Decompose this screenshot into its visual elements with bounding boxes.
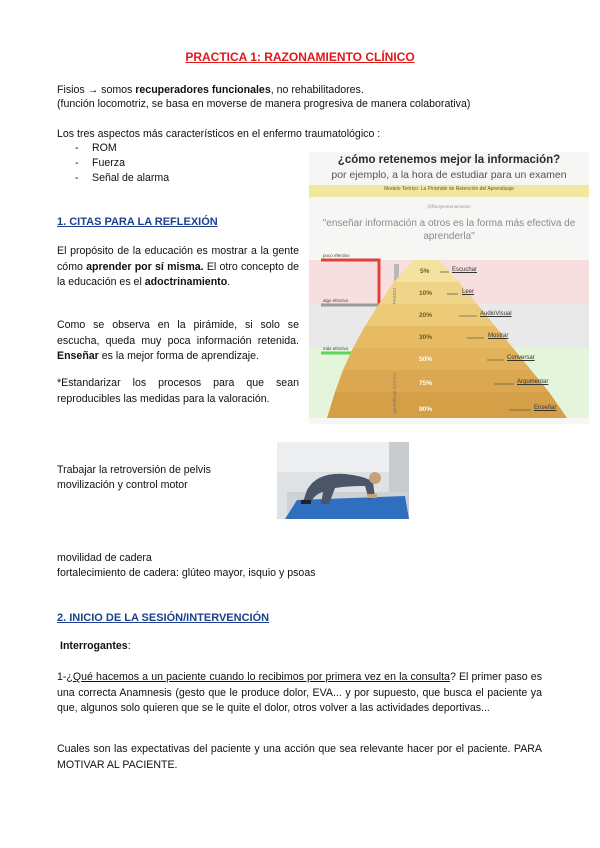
intro-suffix: , no rehabilitadores. — [270, 84, 364, 96]
pyramid-percent: 50% — [419, 356, 433, 363]
pyramid-activity: Leer — [462, 289, 475, 295]
infographic-handle: @fisioyentrenamiento — [427, 204, 471, 209]
pyramid-activity: Argumentar — [517, 379, 549, 385]
intro-prefix: Fisios → somos — [57, 84, 136, 96]
exercise-line-1: Trabajar la retroversión de pelvis — [57, 464, 211, 476]
exercise-line-2: movilización y control motor — [57, 479, 188, 491]
pyramid-percent: 5% — [420, 268, 430, 275]
subheading-interrogantes: Interrogantes: — [60, 640, 131, 652]
level-label: más efectivo — [323, 346, 349, 351]
paragraph-education: El propósito de la educación es mostrar a la gente cómo aprender por sí misma. El otro concepto de la educación es el adoctrinamiento. — [57, 245, 299, 288]
level-label: algo efectivo — [323, 298, 349, 303]
exercise-line-3: movilidad de cadera — [57, 552, 152, 564]
pyramid-activity: Conversar — [507, 355, 535, 361]
intro-line-1 — [57, 84, 364, 96]
pyramid-activity: AudioVisual — [480, 311, 512, 317]
exercise-photo — [277, 442, 409, 519]
list-item: - ROM — [75, 142, 117, 154]
aspects-heading: Los tres aspectos más característicos en el enfermo traumatológico : — [57, 128, 381, 140]
pyramid-layer — [327, 392, 567, 418]
pyramid-activity: Enseñar — [534, 405, 557, 411]
pyramid-percent: 30% — [419, 334, 433, 341]
infographic-title: ¿cómo retenemos mejor la información? — [337, 154, 561, 166]
paragraph-question-1: 1-¿Qué hacemos a un paciente cuando lo recibimos por primera vez en la consulta? El primer paso es una correcta Anamnesis (gesto que le produce dolor, EVA... y por supuesto, que busca el paciente ya que, algunos solo quieren que se le quite el dolor, otros volver a las actividades deportivas... — [57, 671, 542, 714]
infographic-quote: "enseñar información a otros es la forma más efectiva de aprenderla" — [322, 218, 576, 242]
retention-pyramid-infographic — [309, 152, 589, 424]
section-heading-citas: 1. CITAS PARA LA REFLEXIÓN — [57, 216, 218, 228]
intro-line-2: (función locomotriz, se basa en moverse de manera progresiva de manera colaborativa) — [57, 98, 471, 110]
pyramid-activity: Mostrar — [488, 333, 509, 339]
exercise-line-4: fortalecimiento de cadera: glúteo mayor, isquio y psoas — [57, 567, 316, 579]
list-item: - Señal de alarma — [75, 172, 170, 184]
intro-bold: recuperadores funcionales — [135, 84, 271, 96]
paragraph-pyramid: Como se observa en la pirámide, si solo se escucha, queda muy poca información retenida. Enseñar es la mejor forma de aprendizaje. — [57, 319, 299, 362]
section-heading-inicio: 2. INICIO DE LA SESIÓN/INTERVENCIÓN — [57, 612, 270, 624]
side-label-passive: PASIVO — [392, 287, 397, 304]
infographic-band-text: Modelo Teórico: La Pirámide de Retención del Aprendizaje — [384, 186, 514, 192]
pyramid-percent: 90% — [419, 406, 433, 413]
pyramid-percent: 10% — [419, 290, 433, 297]
pyramid-activity: Escuchar — [452, 267, 478, 273]
page-title: PRACTICA 1: RAZONAMIENTO CLÍNICO — [185, 50, 415, 64]
pyramid-percent: 20% — [419, 312, 433, 319]
level-label: poco efectivo — [323, 253, 350, 258]
side-label-active: aprendizaje ACTIVO — [392, 372, 397, 414]
paragraph-expectations: Cuales son las expectativas del paciente y una acción que sea relevante hacer por el paciente. PARA MOTIVAR AL PACIENTE. — [57, 743, 542, 771]
infographic-subtitle: por ejemplo, a la hora de estudiar para un examen — [331, 169, 567, 181]
pyramid-percent: 75% — [419, 380, 433, 387]
pyramid-layer — [343, 348, 531, 370]
paragraph-standardize: *Estandarizar los procesos para que sean reproducibles las medidas para la valoración. — [57, 377, 299, 405]
exercise-illustration — [277, 442, 409, 519]
list-item: - Fuerza — [75, 157, 125, 169]
